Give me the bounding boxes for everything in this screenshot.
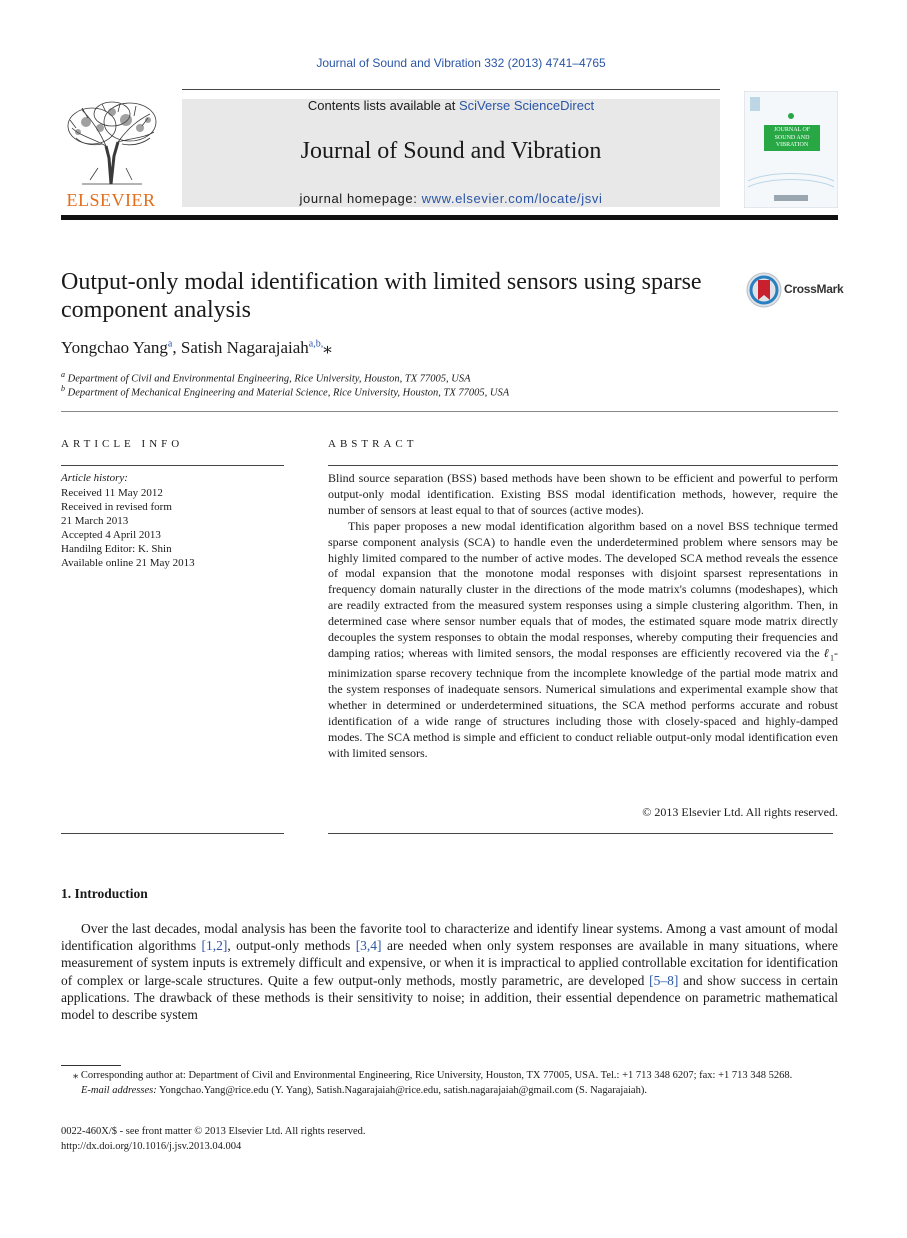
ell-subscript: 1 [830,653,834,663]
corresponding-author-note [61,1069,838,1084]
history-line: 21 March 2013 [61,515,129,527]
history-line: Available online 21 May 2013 [61,557,195,569]
introduction-body [61,920,838,1023]
cover-title: JOURNAL OF SOUND AND VIBRATION [773,127,811,148]
intro-text: and show success in certain applications. The drawback of these methods is their sensitivity to noise; in addition, their essential dependence on parametric mathematical model to describe system [61,972,838,1023]
journal-cover-image [744,91,838,208]
contents-line [182,98,720,113]
intro-text: , output-only methods [227,938,356,954]
intro-text: Over the last decades, modal analysis has been the favorite tool to characterize and identify linear systems. Among a vast amount of modal identification algorithms [61,921,838,954]
corresponding-author-marker[interactable]: ⁎ [323,338,332,357]
abstract-heading: ABSTRACT [328,438,418,450]
abstract-top-rule [328,465,838,466]
author-name: Satish Nagarajaiah [180,338,309,357]
abstract-body [328,471,838,762]
issn-doi-block [61,1125,366,1154]
journal-citation[interactable]: Journal of Sound and Vibration 332 (2013) 4741–4765 [316,56,606,70]
affiliation-b-text: Department of Mechanical Engineering and Material Science, Rice University, Houston, TX 77005, USA [67,387,510,399]
abstract-text: This paper proposes a new modal identification algorithm based on a novel BSS technique termed sparse component analysis (SCA) to handle even the underdetermined problem where sensors may be highly limited compared to the number of active modes. The developed SCA method reveals the essence of modal expansion that the monotone modal responses with disjoint sparsest representations in frequency domain naturally cluster in the directions of the mode matrix's columns (modeshapes), which are readily extracted from the measured system responses using a simple clustering algorithm. Then, in determined case where sensor number equals that of modes, the estimated square mode matrix directly decouples the system responses to obtain the modal responses, whereby computing their frequencies and damping ratios; whereas with limited sensors, the modal responses are efficiently recovered via the [328,518,838,660]
ell-symbol: ℓ [823,645,830,660]
header-bottom-rule [61,215,838,220]
citation-link[interactable]: [3,4] [355,938,382,954]
history-line: Received 11 May 2012 [61,487,163,499]
crossmark-badge[interactable] [746,271,842,311]
footnote-rule [61,1065,121,1066]
abstract-paragraph: Blind source separation (BSS) based methods have been shown to be efficient and powerful to perform output-only modal identification. Existing BSS modal identification methods, however, require the number of sensors at least equal to that of sources (active modes). [328,471,838,517]
history-line: Received in revised form [61,501,172,513]
affiliation-rule [61,411,838,412]
abstract-paragraph [328,519,838,762]
footnote-star: ⁎ [73,1070,79,1081]
sciencedirect-link[interactable]: SciVerse ScienceDirect [458,98,595,113]
header-top-rule [182,89,720,90]
article-title: Output-only modal identification with limited sensors using sparse component analysis [61,269,702,323]
contents-prefix: Contents lists available at [307,98,459,113]
journal-homepage [182,191,720,206]
citation-link[interactable]: [5–8] [649,972,679,988]
footnotes [61,1069,838,1098]
elsevier-logo [62,98,160,210]
intro-paragraph [61,920,838,1023]
elsevier-wordmark: ELSEVIER [66,190,156,210]
email-label: E-mail addresses: [81,1084,157,1096]
email-addresses[interactable]: Yongchao.Yang@rice.edu (Y. Yang), Satish.Nagarajaiah@rice.edu, satish.nagarajaiah@gmail.com (S. Nagarajaiah). [156,1084,647,1096]
affiliation-a-text: Department of Civil and Environmental Engineering, Rice University, Houston, TX 77005, USA [67,373,471,385]
abstract-bottom-rule [328,833,833,834]
abstract-text: -minimization sparse recovery technique from the incomplete knowledge of the partial mode matrix and the system responses of inadequate sensors. Numerical simulations and experimental example show that whether in determined or underdetermined situations, the SCA method performs accurate and robust identification of a wide range of structures including those with closely-spaced and highly-damped modes. The SCA method is simple and efficient to conduct reliable output-only modal identification even with limited sensors. [328,645,838,760]
history-line: Accepted 4 April 2013 [61,529,161,541]
author-list [61,338,332,358]
affiliation-b-marker: b [61,384,65,393]
affiliation-a [61,370,471,385]
affiliation-a-marker: a [61,370,65,379]
author-separator: , [172,338,181,357]
doi-link[interactable]: http://dx.doi.org/10.1016/j.jsv.2013.04.004 [61,1140,242,1152]
section-heading-introduction: 1. Introduction [61,886,148,901]
author-name: Yongchao Yang [61,338,168,357]
crossmark-label: CrossMark [784,282,844,296]
article-info-bottom-rule [61,833,284,834]
journal-name: Journal of Sound and Vibration [300,138,602,164]
article-info-top-rule [61,465,284,466]
article-history-label: Article history: [61,472,128,484]
intro-text: are needed when only system responses are available in many situations, where measurement of system inputs is extremely difficult and expensive, or when it is impractical to applied controllable excitation for identification of complex or large-scale structures. Quite a few output-only methods, mostly parametric, are developed [61,938,838,988]
issn-line: 0022-460X/$ - see front matter © 2013 Elsevier Ltd. All rights reserved. [61,1126,366,1137]
affiliation-marker[interactable]: a,b, [308,338,324,350]
abstract-copyright: © 2013 Elsevier Ltd. All rights reserved. [642,805,838,819]
affiliation-b [61,384,509,399]
article-info-heading: ARTICLE INFO [61,438,184,450]
homepage-link[interactable]: www.elsevier.com/locate/jsvi [421,191,603,206]
email-note [61,1084,838,1099]
corresponding-text: Corresponding author at: Department of Civil and Environmental Engineering, Rice University, Houston, TX 77005, USA. Tel.: +1 713 348 6207; fax: +1 713 348 5268. [78,1070,793,1081]
crossmark-icon [746,272,782,308]
affiliation-marker[interactable]: a [167,338,173,350]
journal-cover [744,91,838,208]
homepage-prefix: journal homepage: [299,191,422,206]
citation-link[interactable]: [1,2] [201,938,228,954]
history-line: Handilng Editor: K. Shin [61,543,172,555]
